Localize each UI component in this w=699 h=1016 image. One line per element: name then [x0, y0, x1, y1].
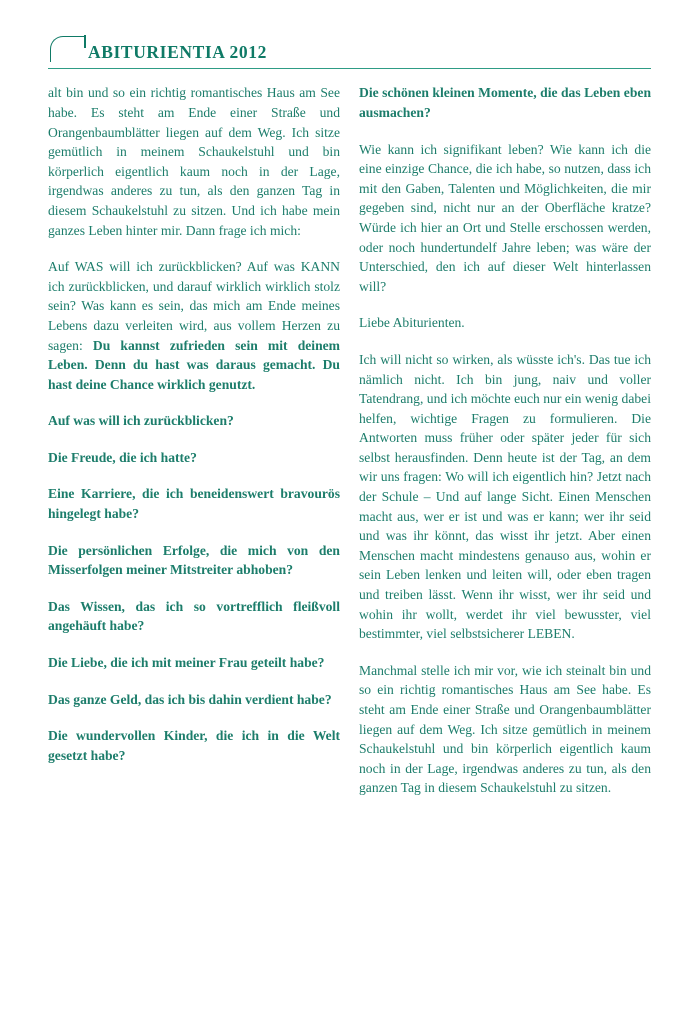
paragraph: Die wundervollen Kinder, die ich in die Welt gesetzt habe? — [48, 728, 340, 763]
paragraph: Wie kann ich signifikant leben? Wie kann ich die eine einzige Chance, die ich habe, so nutzen, dass ich mit den Gaben, Talenten und Möglichkeiten, die mir gegeben sind, nicht nur an der Oberfläche kratze? Würde ich hier an Ort und Stelle erschossen werden, oder noch hundertundelf Jahre leben; was wäre der Unterschied, den ich auf dieser Welt hinterlassen will? — [359, 141, 651, 294]
document-page — [0, 24, 699, 1016]
paragraph-bold-run: Du kannst zufrieden sein mit deinem Leben. Denn du hast was daraus gemacht. Du hast deine Chance wirklich genutzt. — [48, 337, 340, 392]
paragraph: Eine Karriere, die ich beneidenswert bravourös hingelegt habe? — [48, 486, 340, 522]
article-body — [48, 83, 651, 963]
masthead — [48, 24, 651, 68]
column-right — [359, 83, 651, 963]
paragraph: Die Liebe, die ich mit meiner Frau geteilt habe? — [48, 655, 325, 671]
paragraph: Das ganze Geld, das ich bis dahin verdient habe? — [48, 691, 332, 707]
paragraph: Das Wissen, das ich so vortrefflich fleißvoll angehäuft habe? — [48, 598, 340, 634]
paragraph: alt bin und so ein richtig romantisches Haus am See habe. Es steht am Ende einer Straße und Orangenbaumblätter liegen auf dem Weg. Ich sitze gemütlich in meinem Schaukelstuhl und bin körperlich eigentlich kaum noch in der Lage, irgendwas anderes zu tun, als den ganzen Tag in diesem Schaukelstuhl zu sitzen. Und ich habe mein ganzes Leben hinter mir. Dann frage ich mich: — [48, 85, 340, 238]
paragraph: Die persönlichen Erfolge, die mich von den Misserfolgen meiner Mitstreiter abhoben? — [48, 542, 340, 578]
column-left — [48, 83, 340, 963]
paragraph: Ich will nicht so wirken, als wüsste ich's. Das tue ich nämlich nicht. Ich bin jung, naiv und voller Tatendrang, und ich möchte euch nur ein wenig dabei helfen, wichtige Fragen zu formulieren. Die Antworten muss früher oder später jeder für sich selbst herausfinden. Denn heute ist der Tag, an dem wir uns fragen: Wo will ich eigentlich hin? Jetzt nach der Schule – Und auf lange Sicht. Einen Menschen macht aus, wer er ist und was er kann; wer ihr seid und was ihr könnt, das wisst ihr jetzt. Aber einen Menschen macht mindestens genauso aus, wohin er sein Leben lenken und leiten will, oder eben tragen und treiben lässt. Wenn ihr wisst, wer ihr seid und wohin ihr wollt, werdet ihr viel bewusster, viel bestimmter, viel selbstsicherer LEBEN. — [359, 351, 651, 642]
paragraph-mixed — [48, 257, 340, 394]
paragraph: Auf was will ich zurückblicken? — [48, 413, 234, 429]
paragraph: Manchmal stelle ich mir vor, wie ich steinalt bin und so ein richtig romantisches Haus am See habe. Es steht am Ende einer Straße und Orangenbaumblätter liegen auf dem Weg. Ich sitze gemütlich in meinem Schaukelstuhl und bin körperlich eigentlich kaum noch in der Lage, irgendwas anderes zu tun, als den ganzen Tag in diesem Schaukelstuhl zu sitzen. — [359, 662, 651, 796]
paragraph: Die schönen kleinen Momente, die das Leben eben ausmachen? — [359, 85, 651, 120]
paragraph-regular-run: Auf WAS will ich zurückblicken? Auf was KANN ich zurückblicken, und darauf wirklich wirklich stolz sein? Was kann es sein, das mich am Ende meines Lebens dazu verleiten wird, aus vollem Herzen zu sagen: — [48, 259, 340, 353]
paragraph: Die Freude, die ich hatte? — [48, 449, 197, 465]
salutation: Liebe Abiturienten. — [359, 315, 465, 331]
page-title: ABITURIENTIA 2012 — [88, 41, 267, 62]
header-divider — [48, 68, 651, 69]
bracket-ornament-icon — [50, 36, 84, 62]
